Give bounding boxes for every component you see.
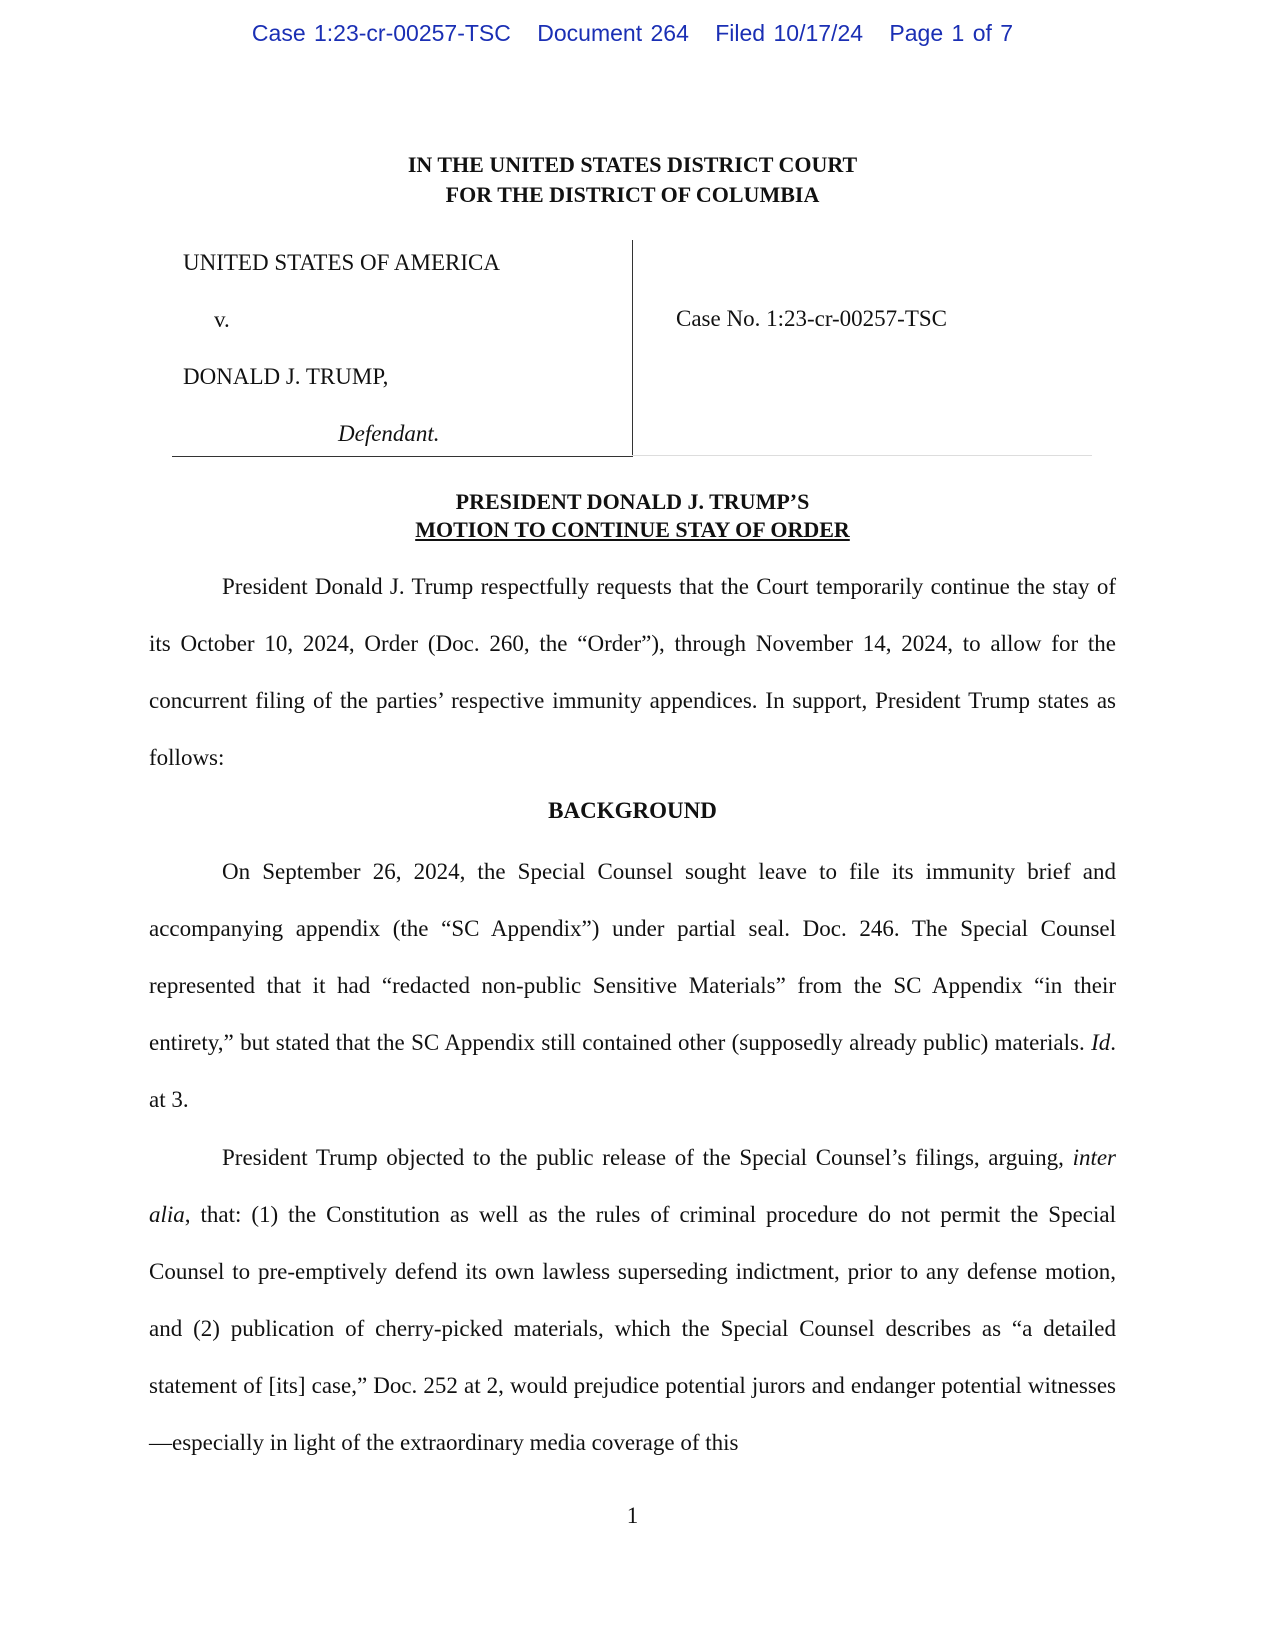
title-line-2: MOTION TO CONTINUE STAY OF ORDER xyxy=(415,517,850,542)
caption-versus: v. xyxy=(214,307,230,332)
stamp-page: Page 1 of 7 xyxy=(889,20,1014,46)
caption-divider xyxy=(632,455,1092,456)
background-heading: BACKGROUND xyxy=(548,798,717,823)
motion-title xyxy=(0,488,1265,544)
court-heading xyxy=(0,150,1265,210)
caption-plaintiff: UNITED STATES OF AMERICA xyxy=(183,250,500,275)
title-line-1: PRESIDENT DONALD J. TRUMP’S xyxy=(455,489,810,514)
intro-text: President Donald J. Trump respectfully requests that the Court temporarily continue the stay of its October 10, 2024, Order (Doc. 260, the “Order”), through November 14, 2024, to allow for the concurrent filing of the parties’ respective immunity appendices. In support, President Trump states as follows: xyxy=(149,574,1116,770)
ecf-header-stamp xyxy=(0,20,1265,47)
para2-italic: inter alia xyxy=(149,1145,1117,1227)
court-line-1: IN THE UNITED STATES DISTRICT COURT xyxy=(407,152,858,177)
background-paragraph-2 xyxy=(149,1129,1116,1471)
court-line-2: FOR THE DISTRICT OF COLUMBIA xyxy=(445,182,820,207)
caption-defendant-role: Defendant. xyxy=(338,421,440,446)
stamp-case: Case 1:23-cr-00257-TSC xyxy=(251,20,511,46)
caption-defendant: DONALD J. TRUMP, xyxy=(183,364,389,389)
page-number: 1 xyxy=(626,1503,639,1528)
case-number: Case No. 1:23-cr-00257-TSC xyxy=(676,306,948,331)
para2-start: President Trump objected to the public release of the Special Counsel’s filings, arguing, xyxy=(222,1145,1064,1170)
intro-paragraph xyxy=(149,558,1116,786)
background-paragraph-1 xyxy=(149,843,1116,1128)
stamp-filed: Filed 10/17/24 xyxy=(715,20,864,46)
para1-text: On September 26, 2024, the Special Counsel sought leave to file its immunity brief and accompanying appendix (the “SC Appendix”) under partial seal. Doc. 246. The Special Counsel represented that it had “redacted non-public Sensitive Materials” from the SC Appendix “in their entirety,” but stated that the SC Appendix still contained other (supposedly already public) materials. xyxy=(149,859,1116,1055)
para2-rest: , that: (1) the Constitution as well as the rules of criminal procedure do not permit the Special Counsel to pre-emptively defend its own lawless superseding indictment, prior to any defense motion, and (2) publication of cherry-picked materials, which the Special Counsel describes as “a detailed statement of [its] case,” Doc. 252 at 2, would prejudice potential jurors and endanger potential witnesses—especially in light of the extraordinary media coverage of this xyxy=(149,1202,1116,1455)
para1-cite-italic: Id xyxy=(1091,1030,1111,1055)
para1-cite-rest: . at 3. xyxy=(149,1030,1116,1112)
stamp-document: Document 264 xyxy=(537,20,689,46)
